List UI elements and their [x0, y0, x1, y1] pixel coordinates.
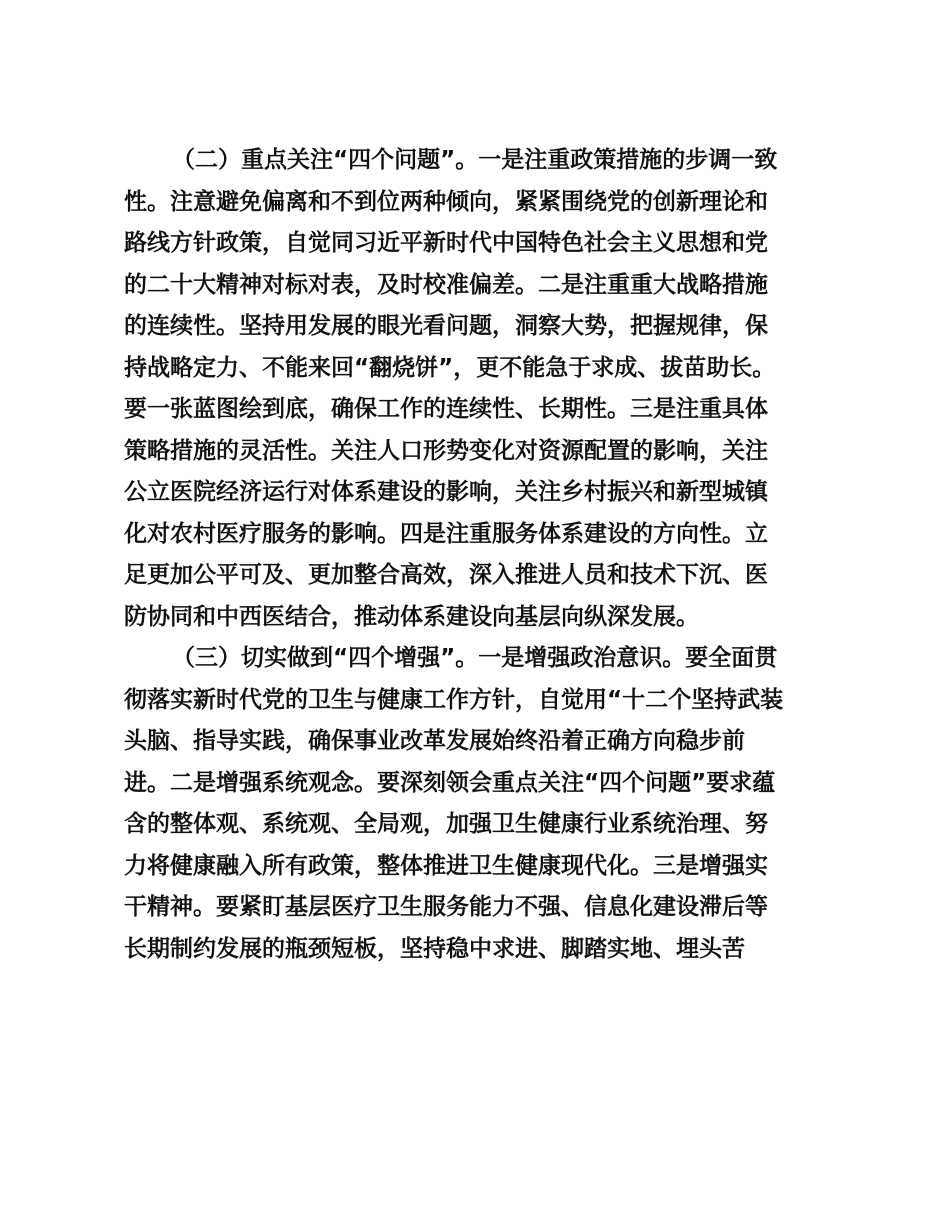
paragraph-2-line-11: 足更加公平可及、更加整合高效，深入推进人员和技术下沉、医	[124, 562, 768, 588]
paragraph-2-line-12: 防协同和中西医结合，推动体系建设向基层向纵深发展。	[124, 603, 699, 630]
paragraph-2-line-2: 性。注意避免偏离和不到位两种倾向，紧紧围绕党的创新理论和	[124, 188, 768, 215]
paragraph-3-line-1: （三）切实做到“四个增强”。一是增强政治意识。要全面贯	[172, 645, 778, 671]
paragraph-3-line-5: 含的整体观、系统观、全局观，加强卫生健康行业系统治理、努	[124, 811, 768, 837]
paragraph-3-line-3: 头脑、指导实践，确保事业改革发展始终沿着正确方向稳步前	[124, 728, 745, 754]
paragraph-3-line-7: 干精神。要紧盯基层医疗卫生服务能力不强、信息化建设滞后等	[124, 894, 768, 920]
paragraph-2-line-8: 策略措施的灵活性。关注人口形势变化对资源配置的影响，关注	[124, 437, 768, 464]
paragraph-3-line-2: 彻落实新时代党的卫生与健康工作方针，自觉用“十二个坚持武装	[124, 686, 784, 713]
paragraph-3-line-6: 力将健康融入所有政策，整体推进卫生健康现代化。三是增强实	[124, 852, 768, 879]
paragraph-2-line-10: 化对农村医疗服务的影响。四是注重服务体系建设的方向性。立	[124, 520, 768, 547]
paragraph-2-line-5: 的连续性。坚持用发展的眼光看问题，洞察大势，把握规律，保	[124, 313, 768, 339]
paragraph-3-line-8: 长期制约发展的瓶颈短板，坚持稳中求进、脚踏实地、埋头苦	[124, 935, 745, 962]
paragraph-2-line-4: 的二十大精神对标对表，及时校准偏差。二是注重重大战略措施	[124, 271, 768, 298]
paragraph-2-line-1: （二）重点关注“四个问题”。一是注重政策措施的步调一致	[172, 147, 778, 173]
paragraph-2-line-3: 路线方针政策，自觉同习近平新时代中国特色社会主义思想和党	[124, 230, 768, 256]
paragraph-3-line-4: 进。二是增强系统观念。要深刻领会重点关注“四个问题”要求蕴	[124, 769, 776, 796]
paragraph-2-line-6: 持战略定力、不能来回“翻烧饼”，更不能急于求成、拔苗助长。	[124, 354, 776, 381]
body-text	[124, 140, 830, 970]
paragraph-2-line-9: 公立医院经济运行对体系建设的影响，关注乡村振兴和新型城镇	[124, 479, 768, 505]
paragraph-2-line-7: 要一张蓝图绘到底，确保工作的连续性、长期性。三是注重具体	[124, 396, 768, 422]
